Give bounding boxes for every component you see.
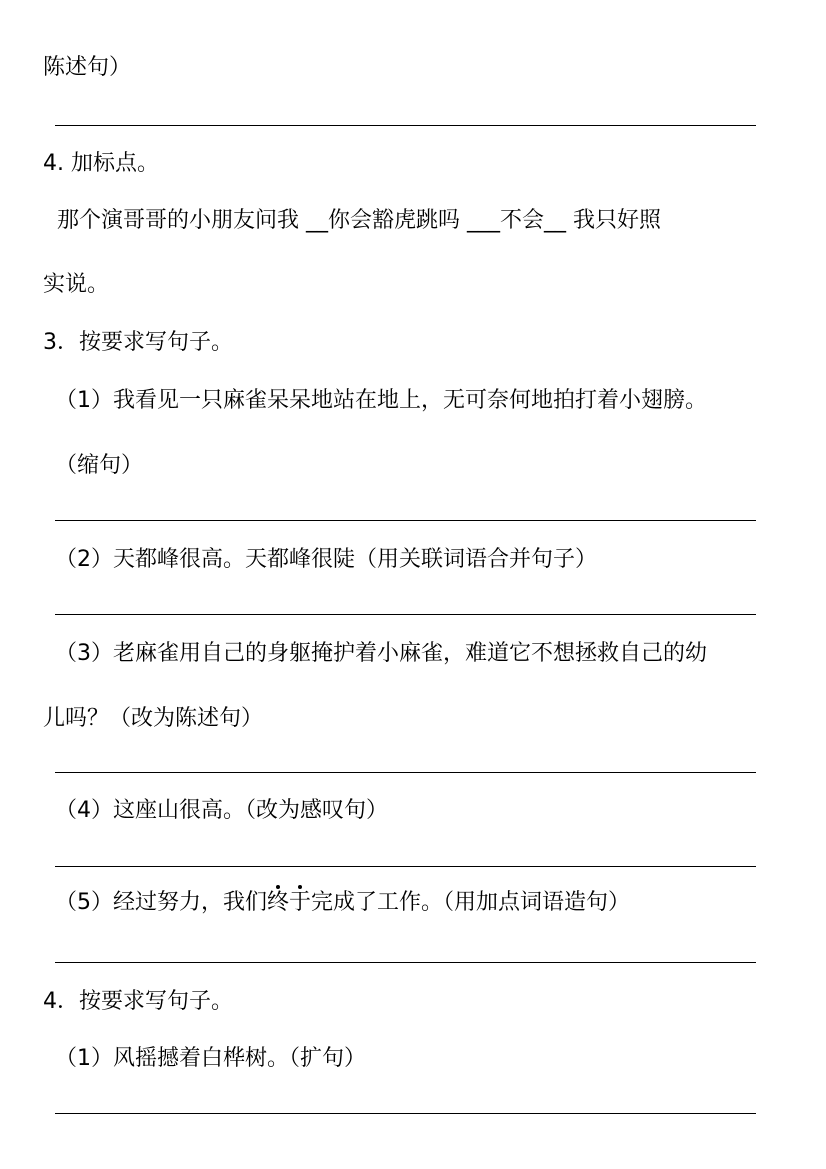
answer-line xyxy=(55,125,756,126)
text-line: （3）老麻雀用自己的身躯掩护着小麻雀，难道它不想拯救自己的幼 xyxy=(55,641,707,666)
text-line: 那个演哥哥的小朋友问我 __你会豁虎跳吗 ___不会__ 我只好照 xyxy=(43,208,661,233)
answer-line xyxy=(55,1113,756,1114)
text-line: （2）天都峰很高。天都峰很陡（用关联词语合并句子） xyxy=(55,547,597,572)
text-line: 儿吗？（改为陈述句） xyxy=(43,706,264,731)
question-heading: 4．按要求写句子。 xyxy=(43,989,233,1014)
text-line: （1）风摇撼着白桦树。（扩句） xyxy=(55,1046,366,1071)
text-line xyxy=(55,888,630,918)
answer-line xyxy=(55,772,756,773)
text-line: （1）我看见一只麻雀呆呆地站在地上，无可奈何地拍打着小翅膀。 xyxy=(55,388,707,413)
text-line: （4）这座山很高。（改为感叹句） xyxy=(55,798,388,823)
dotted-character: 于 xyxy=(289,888,311,918)
answer-line xyxy=(55,962,756,963)
text-line: 实说。 xyxy=(43,272,110,297)
answer-line xyxy=(55,614,756,615)
question-heading: 3．按要求写句子。 xyxy=(43,330,233,355)
question-heading: 4. 加标点。 xyxy=(43,151,159,176)
text-segment: （5）经过努力，我们 xyxy=(55,890,267,915)
text-segment: 完成了工作。（用加点词语造句） xyxy=(311,890,631,915)
text-line: （缩句） xyxy=(55,453,144,478)
text-line: 陈述句） xyxy=(43,55,132,80)
dotted-character: 终 xyxy=(267,888,289,918)
answer-line xyxy=(55,520,756,521)
answer-line xyxy=(55,866,756,867)
